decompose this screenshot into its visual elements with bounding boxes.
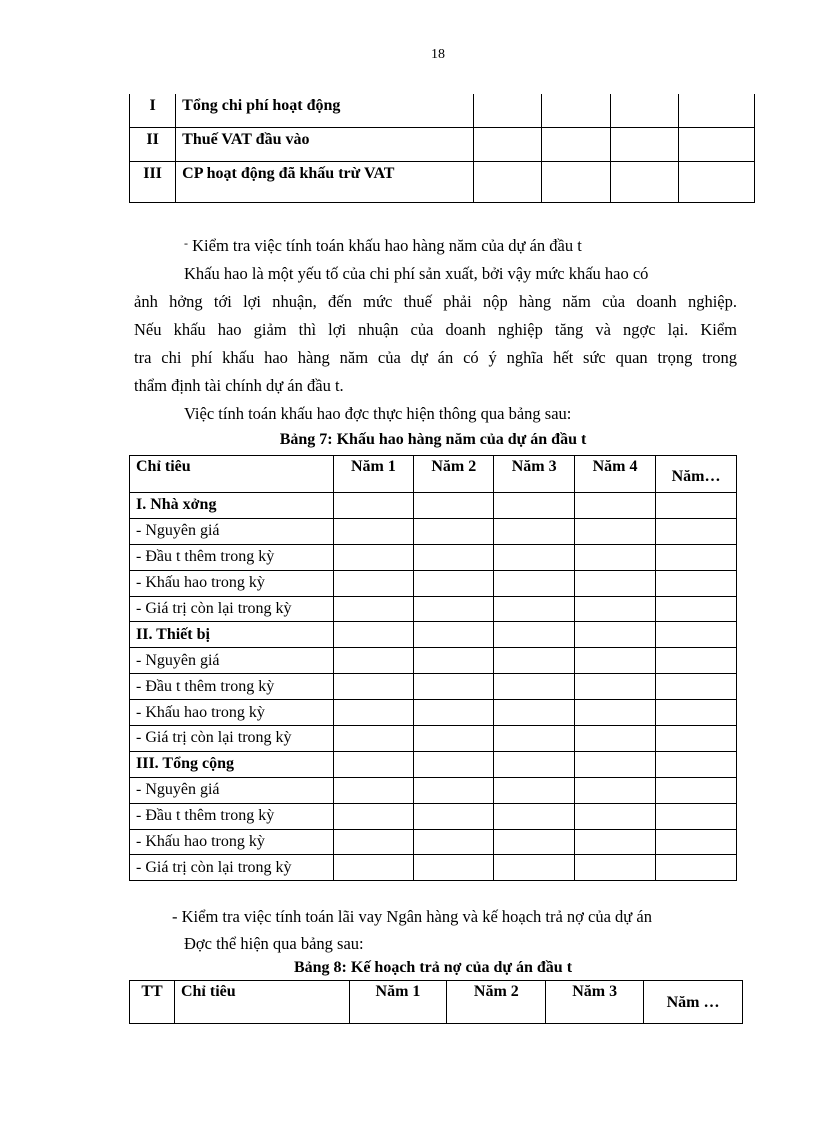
value-cell — [494, 596, 575, 622]
value-cell — [333, 544, 414, 570]
table-row — [130, 622, 737, 648]
value-cell — [494, 544, 575, 570]
value-cell — [656, 855, 737, 881]
value-cell — [656, 648, 737, 674]
value-cell — [494, 674, 575, 700]
value-cell — [575, 648, 656, 674]
debt-plan-table — [129, 980, 743, 1024]
value-cell — [414, 622, 494, 648]
table-row — [130, 94, 755, 128]
value-cell — [494, 803, 575, 829]
value-cell — [575, 829, 656, 855]
cost-table — [129, 94, 755, 203]
paragraph-line: tra chi phí khấu hao hàng năm của dự án có ý nghĩa hết sức quan trọng trong — [134, 348, 737, 367]
table-header-row — [130, 456, 737, 493]
value-cell — [414, 855, 494, 881]
depreciation-table — [129, 455, 737, 881]
column-header: Năm… — [656, 456, 737, 493]
value-cell — [333, 493, 414, 519]
value-cell — [656, 570, 737, 596]
value-cell — [575, 726, 656, 752]
value-cell — [494, 700, 575, 726]
value-cell — [575, 855, 656, 881]
value-cell — [656, 803, 737, 829]
table-row — [130, 726, 737, 752]
value-cell — [494, 777, 575, 803]
value-cell — [333, 622, 414, 648]
column-header: Năm 2 — [414, 456, 494, 493]
table-row — [130, 700, 737, 726]
value-cell — [414, 751, 494, 777]
value-cell — [575, 777, 656, 803]
value-cell — [333, 803, 414, 829]
value-cell — [656, 518, 737, 544]
row-number: II — [130, 128, 176, 162]
value-cell — [414, 518, 494, 544]
value-cell — [575, 803, 656, 829]
value-cell — [656, 674, 737, 700]
value-cell — [414, 829, 494, 855]
value-cell — [656, 596, 737, 622]
row-label: - Nguyên giá — [130, 648, 334, 674]
value-cell — [333, 518, 414, 544]
table7-caption: Bảng 7: Khấu hao hàng năm của dự án đầu t — [279, 431, 587, 448]
row-label: - Giá trị còn lại trong kỳ — [130, 855, 334, 881]
table-row — [130, 648, 737, 674]
value-cell — [333, 648, 414, 674]
page-number: 18 — [431, 47, 445, 62]
column-header: Năm … — [644, 981, 743, 1024]
table-row — [130, 803, 737, 829]
row-label: III. Tổng cộng — [130, 751, 334, 777]
value-cell — [414, 493, 494, 519]
value-cell — [656, 777, 737, 803]
value-cell — [575, 700, 656, 726]
paragraph-line: Đợc thể hiện qua bảng sau: — [184, 934, 364, 953]
bullet-mark: - — [184, 236, 188, 250]
value-cell — [575, 493, 656, 519]
value-cell — [575, 674, 656, 700]
row-label: - Khấu hao trong kỳ — [130, 700, 334, 726]
value-cell — [575, 518, 656, 544]
value-cell — [494, 751, 575, 777]
value-cell — [656, 493, 737, 519]
bullet-text: Kiểm tra việc tính toán khấu hao hàng năm của dự án đầu t — [192, 236, 582, 255]
table-row — [130, 493, 737, 519]
column-header: Năm 2 — [447, 981, 546, 1024]
table-row — [130, 674, 737, 700]
value-cell — [575, 596, 656, 622]
value-cell — [333, 674, 414, 700]
value-cell — [656, 829, 737, 855]
row-label: - Khấu hao trong kỳ — [130, 570, 334, 596]
paragraph-line: thẩm định tài chính dự án đầu t. — [134, 376, 344, 395]
value-cell — [414, 726, 494, 752]
value-cell — [656, 622, 737, 648]
table-intro: Việc tính toán khấu hao đợc thực hiện thông qua bảng sau: — [184, 404, 572, 423]
value-cell — [575, 622, 656, 648]
bullet-line: - Kiểm tra việc tính toán lãi vay Ngân hàng và kế hoạch trả nợ của dự án — [172, 907, 652, 926]
value-cell — [414, 570, 494, 596]
value-cell — [414, 648, 494, 674]
row-label: Tổng chi phí hoạt động — [176, 94, 474, 128]
value-cell — [414, 777, 494, 803]
value-cell — [494, 622, 575, 648]
value-cell — [333, 596, 414, 622]
row-label: - Đầu t thêm trong kỳ — [130, 803, 334, 829]
row-label: - Nguyên giá — [130, 777, 334, 803]
value-cell — [494, 726, 575, 752]
paragraph-line: Khấu hao là một yếu tố của chi phí sản xuất, bởi vậy mức khấu hao có — [184, 264, 649, 283]
table-row — [130, 596, 737, 622]
column-header: Năm 3 — [494, 456, 575, 493]
row-label: - Khấu hao trong kỳ — [130, 829, 334, 855]
value-cell — [414, 700, 494, 726]
value-cell — [575, 751, 656, 777]
value-cell — [575, 570, 656, 596]
column-header: TT — [130, 981, 175, 1024]
row-number: III — [130, 162, 176, 203]
table-row — [130, 570, 737, 596]
row-label: Thuế VAT đầu vào — [176, 128, 474, 162]
row-label: - Nguyên giá — [130, 518, 334, 544]
column-header: Chỉ tiêu — [174, 981, 349, 1024]
value-cell — [414, 596, 494, 622]
value-cell — [333, 700, 414, 726]
value-cell — [333, 726, 414, 752]
row-label: - Đầu t thêm trong kỳ — [130, 544, 334, 570]
column-header: Năm 3 — [546, 981, 644, 1024]
column-header: Năm 4 — [575, 456, 656, 493]
value-cell — [494, 829, 575, 855]
value-cell — [414, 803, 494, 829]
value-cell — [333, 829, 414, 855]
paragraph-line: Nếu khấu hao giảm thì lợi nhuận của doanh nghiệp tăng và ngợc lại. Kiểm — [134, 320, 737, 339]
table-row — [130, 162, 755, 203]
row-label: - Giá trị còn lại trong kỳ — [130, 596, 334, 622]
value-cell — [494, 570, 575, 596]
value-cell — [414, 674, 494, 700]
value-cell — [656, 544, 737, 570]
value-cell — [333, 855, 414, 881]
value-cell — [333, 570, 414, 596]
table-row — [130, 855, 737, 881]
row-label: CP hoạt động đã khấu trừ VAT — [176, 162, 474, 203]
value-cell — [575, 544, 656, 570]
table-row — [130, 777, 737, 803]
value-cell — [494, 855, 575, 881]
value-cell — [494, 648, 575, 674]
value-cell — [656, 700, 737, 726]
row-label: - Đầu t thêm trong kỳ — [130, 674, 334, 700]
table-row — [130, 829, 737, 855]
table-row — [130, 544, 737, 570]
table-header-row — [130, 981, 743, 1024]
value-cell — [494, 493, 575, 519]
table-row — [130, 128, 755, 162]
column-header: Năm 1 — [349, 981, 447, 1024]
table-row — [130, 518, 737, 544]
row-label: II. Thiết bị — [130, 622, 334, 648]
row-label: - Giá trị còn lại trong kỳ — [130, 726, 334, 752]
value-cell — [656, 751, 737, 777]
value-cell — [494, 518, 575, 544]
paragraph-line: ảnh hởng tới lợi nhuận, đến mức thuế phải nộp hàng năm của doanh nghiệp. — [134, 292, 737, 311]
table8-caption: Bảng 8: Kế hoạch trả nợ của dự án đầu t — [293, 959, 573, 976]
column-header: Chỉ tiêu — [130, 456, 334, 493]
row-label: I. Nhà xởng — [130, 493, 334, 519]
value-cell — [333, 751, 414, 777]
bullet-line — [184, 236, 582, 256]
table-row — [130, 751, 737, 777]
value-cell — [414, 544, 494, 570]
value-cell — [333, 777, 414, 803]
value-cell — [656, 726, 737, 752]
column-header: Năm 1 — [333, 456, 414, 493]
row-number: I — [130, 94, 176, 128]
